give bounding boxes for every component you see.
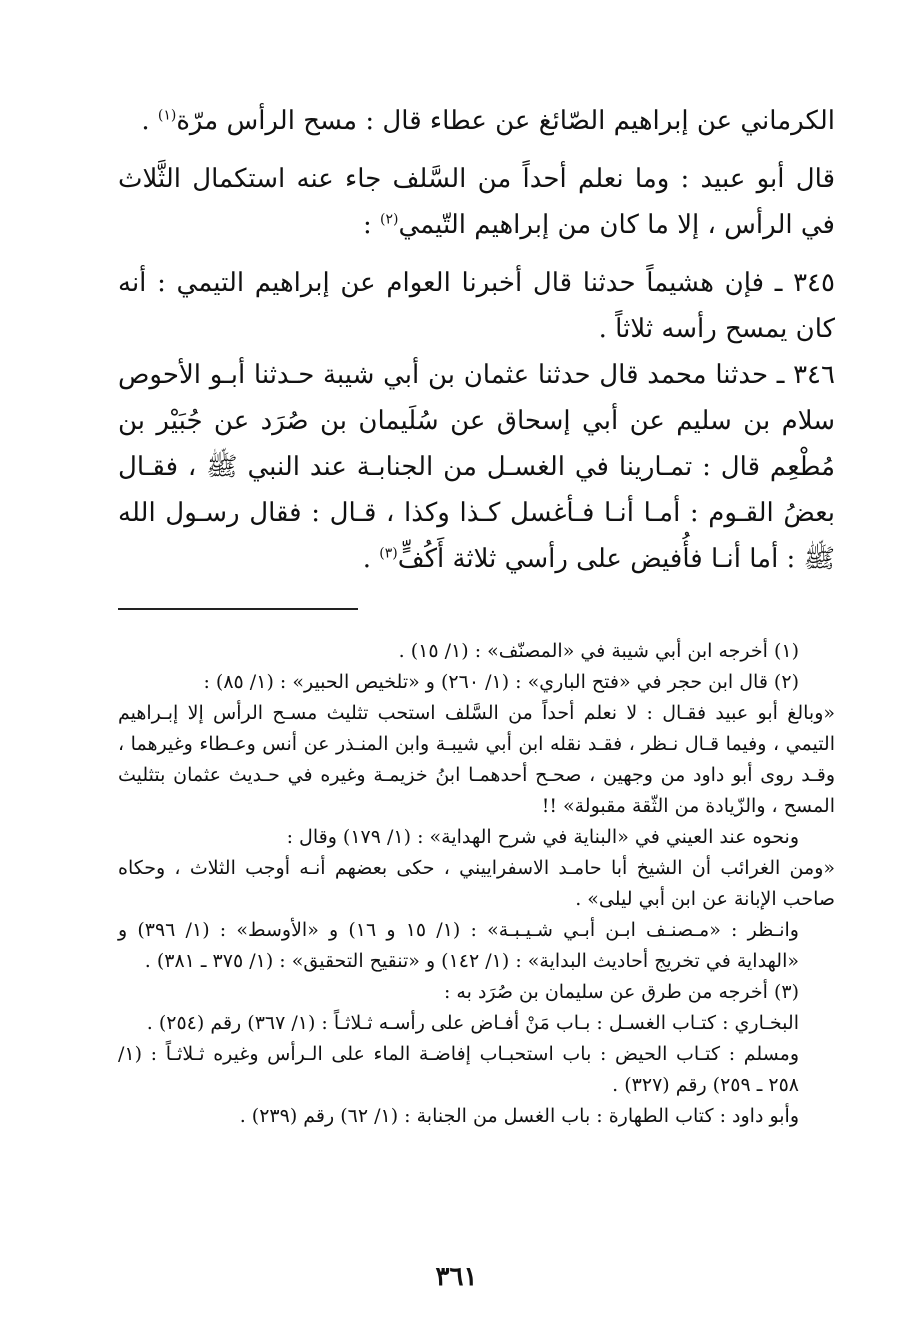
footnote-3-abu-dawud: وأبو داود : كتاب الطهارة : باب الغسل من الجنابة : (١/ ٦٢) رقم (٢٣٩) . xyxy=(239,1105,799,1127)
footnote-ref-3: (٣) xyxy=(379,545,398,562)
hadith-346 xyxy=(118,352,835,582)
paragraph-2 xyxy=(118,156,835,248)
paragraph-1-end: . xyxy=(141,106,158,136)
footnote-separator xyxy=(118,608,358,610)
footnotes xyxy=(118,636,835,1132)
hadith-346-text: ٣٤٦ ـ حدثنا محمد قال حدثنا عثمان بن أبي شيبة حـدثنا أبـو الأحوص سلام بن سليم عن أبي إسحاق عن سُلَيمان بن صُرَد عن جُبَيْر بن مُطْعِم قال : تمـارينا في الغسـل من الجنابـة عند النبي ﷺ ، فقـال بعضُ القـوم : أمـا أنـا فـأغسل كـذا وكذا ، قـال : فقال رسـول الله ﷺ : أما أنـا فأُفيض على رأسي ثلاثة أَكُفٍّ xyxy=(118,360,835,574)
footnote-ref-1: (١) xyxy=(157,107,177,124)
main-text xyxy=(118,98,835,582)
paragraph-1 xyxy=(118,98,835,144)
footnote-2-quote: «وبالغ أبو عبيد فقـال : لا نعلم أحداً من السَّلف استحب تثليث مسـح الرأس إلا إبـراهيم التيمي ، وفيما قـال نـظر ، فقـد نقله ابن أبي شيبـة وابن المنـذر عن أنس وعـطاء وغيرهما ، وقـد روى أبو داود من وجهين ، صحـح أحدهمـا ابنُ خزيمـة وغيره في حـديث عثمان بتثليث المسح ، والزّيادة من الثّقة مقبولة» !! xyxy=(118,702,835,817)
footnote-2-aini: ونحوه عند العيني في «البناية في شرح الهداية» : (١/ ١٧٩) وقال : xyxy=(286,826,799,848)
paragraph-2-end: : xyxy=(362,210,381,240)
paragraph-1-text: الكرماني عن إبراهيم الصّائغ عن عطاء قال : مسح الرأس مرّة xyxy=(176,106,835,136)
footnote-ref-2: (٢) xyxy=(380,211,399,228)
footnote-1: (١) أخرجه ابن أبي شيبة في «المصنّف» : (١/ ١٥) . xyxy=(398,640,799,662)
hadith-346-end: . xyxy=(362,544,380,574)
footnote-2-aini-quote: «ومن الغرائب أن الشيخ أبا حامـد الاسفراييني ، حكى بعضهم أنـه أوجب الثلاث ، وحكاه صاحب الإبانة عن ابن أبي ليلى» . xyxy=(118,857,835,910)
page-number: ٣٦١ xyxy=(435,1262,478,1292)
footnote-3-muslim: ومسلم : كتـاب الحيض : باب استحبـاب إفاضـة الماء على الـرأس وغيره ثـلاثـاً : (١/ ٢٥٨ ـ ٢٥٩) رقم (٣٢٧) . xyxy=(118,1043,799,1096)
paragraph-2-text: قال أبو عبيد : وما نعلم أحداً من السَّلف جاء عنه استكمال الثَّلاث في الرأس ، إلا ما كان من إبراهيم التّيمي xyxy=(118,164,835,240)
footnote-3: (٣) أخرجه من طرق عن سليمان بن صُرَد به : xyxy=(443,981,799,1003)
footnote-2-see-also: وانـظر : «مـصنـف ابـن أبـي شـيـبـة» : (١/ ١٥ و ١٦) و «الأوسط» : (١/ ٣٩٦) و «الهداية في تخريج أحاديث البداية» : (١/ ١٤٢) و «تنقيح التحقيق» : (١/ ٣٧٥ ـ ٣٨١) . xyxy=(118,919,799,972)
footnote-2: (٢) قال ابن حجر في «فتح الباري» : (١/ ٢٦٠) و «تلخيص الحبير» : (١/ ٨٥) : xyxy=(203,671,799,693)
footnote-3-bukhari: البخـاري : كتـاب الغسـل : بـاب مَنْ أفـاض على رأسـه ثـلاثـاً : (١/ ٣٦٧) رقم (٢٥٤) . xyxy=(146,1012,799,1034)
hadith-345: ٣٤٥ ـ فإن هشيماً حدثنا قال أخبرنا العوام عن إبراهيم التيمي : أنه كان يمسح رأسه ثلاثاً . xyxy=(118,268,835,344)
